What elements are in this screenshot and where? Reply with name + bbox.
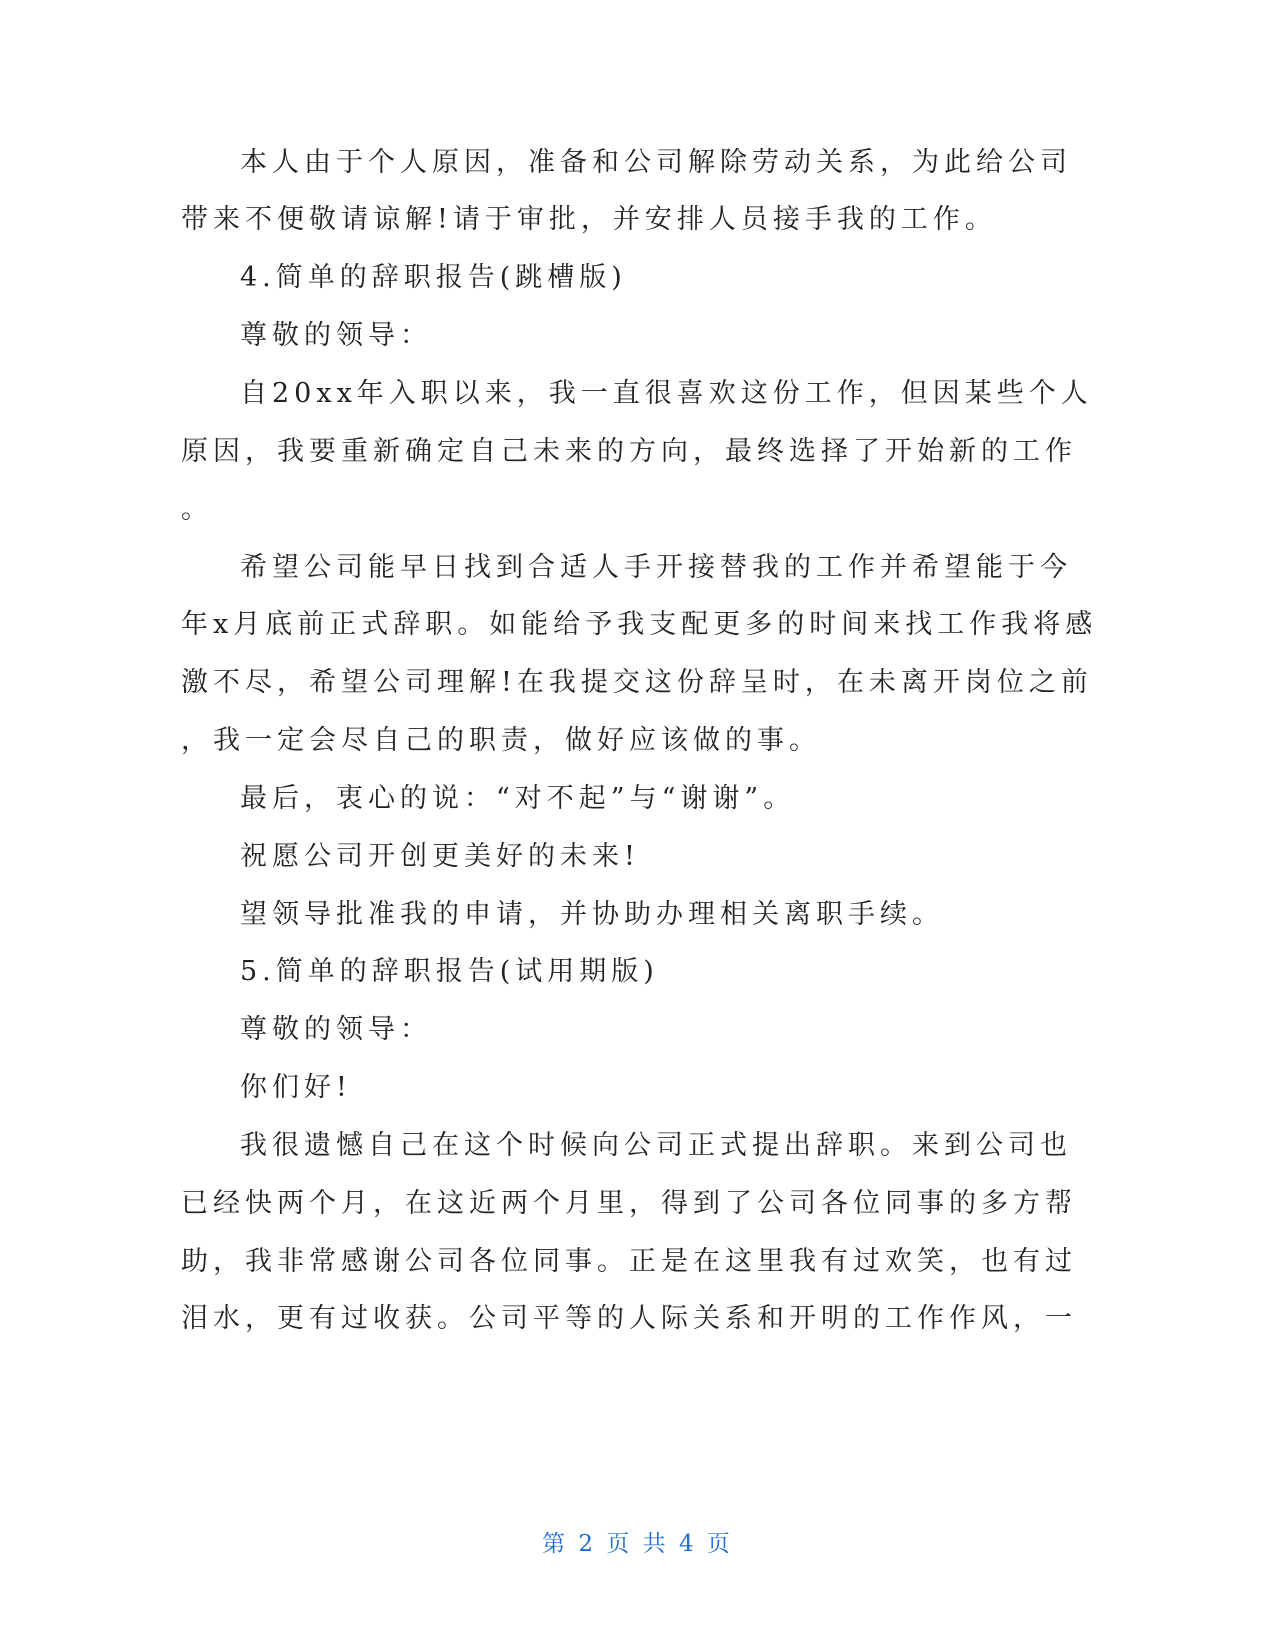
text-line: 望领导批准我的申请，并协助办理相关离职手续。 <box>240 899 944 930</box>
text-line: ，我一定会尽自己的职责，做好应该做的事。 <box>181 725 821 756</box>
text-line: 年x月底前正式辞职。如能给予我支配更多的时间来找工作我将感 <box>181 609 1098 640</box>
text-line: 泪水，更有过收获。公司平等的人际关系和开明的工作作风，一 <box>181 1303 1077 1334</box>
text-line: 自20xx年入职以来，我一直很喜欢这份工作，但因某些个人 <box>240 378 1093 409</box>
text-line: 我很遗憾自己在这个时候向公司正式提出辞职。来到公司也 <box>240 1130 1072 1161</box>
page-indicator: 第 2 页 共 4 页 <box>542 1531 733 1557</box>
text-line: 助，我非常感谢公司各位同事。正是在这里我有过欢笑，也有过 <box>181 1246 1077 1277</box>
text-line: 激不尽，希望公司理解!在我提交这份辞呈时，在未离开岗位之前 <box>181 667 1093 698</box>
text-line: 本人由于个人原因，准备和公司解除劳动关系，为此给公司 <box>240 147 1072 178</box>
text-line: 最后，衷心的说：“对不起”与“谢谢”。 <box>240 783 796 814</box>
section-heading: 4.简单的辞职报告(跳槽版) <box>240 262 627 293</box>
text-line: 已经快两个月，在这近两个月里，得到了公司各位同事的多方帮 <box>181 1188 1077 1219</box>
salutation: 尊敬的领导： <box>240 320 432 351</box>
text-line: 。 <box>181 494 213 525</box>
salutation: 尊敬的领导： <box>240 1014 432 1045</box>
text-line: 原因，我要重新确定自己未来的方向，最终选择了开始新的工作 <box>181 436 1077 467</box>
greeting: 你们好! <box>240 1072 352 1103</box>
text-line: 希望公司能早日找到合适人手开接替我的工作并希望能于今 <box>240 552 1072 583</box>
text-line: 带来不便敬请谅解!请于审批，并安排人员接手我的工作。 <box>181 204 997 235</box>
text-line: 祝愿公司开创更美好的未来! <box>240 841 640 872</box>
section-heading: 5.简单的辞职报告(试用期版) <box>240 956 659 987</box>
